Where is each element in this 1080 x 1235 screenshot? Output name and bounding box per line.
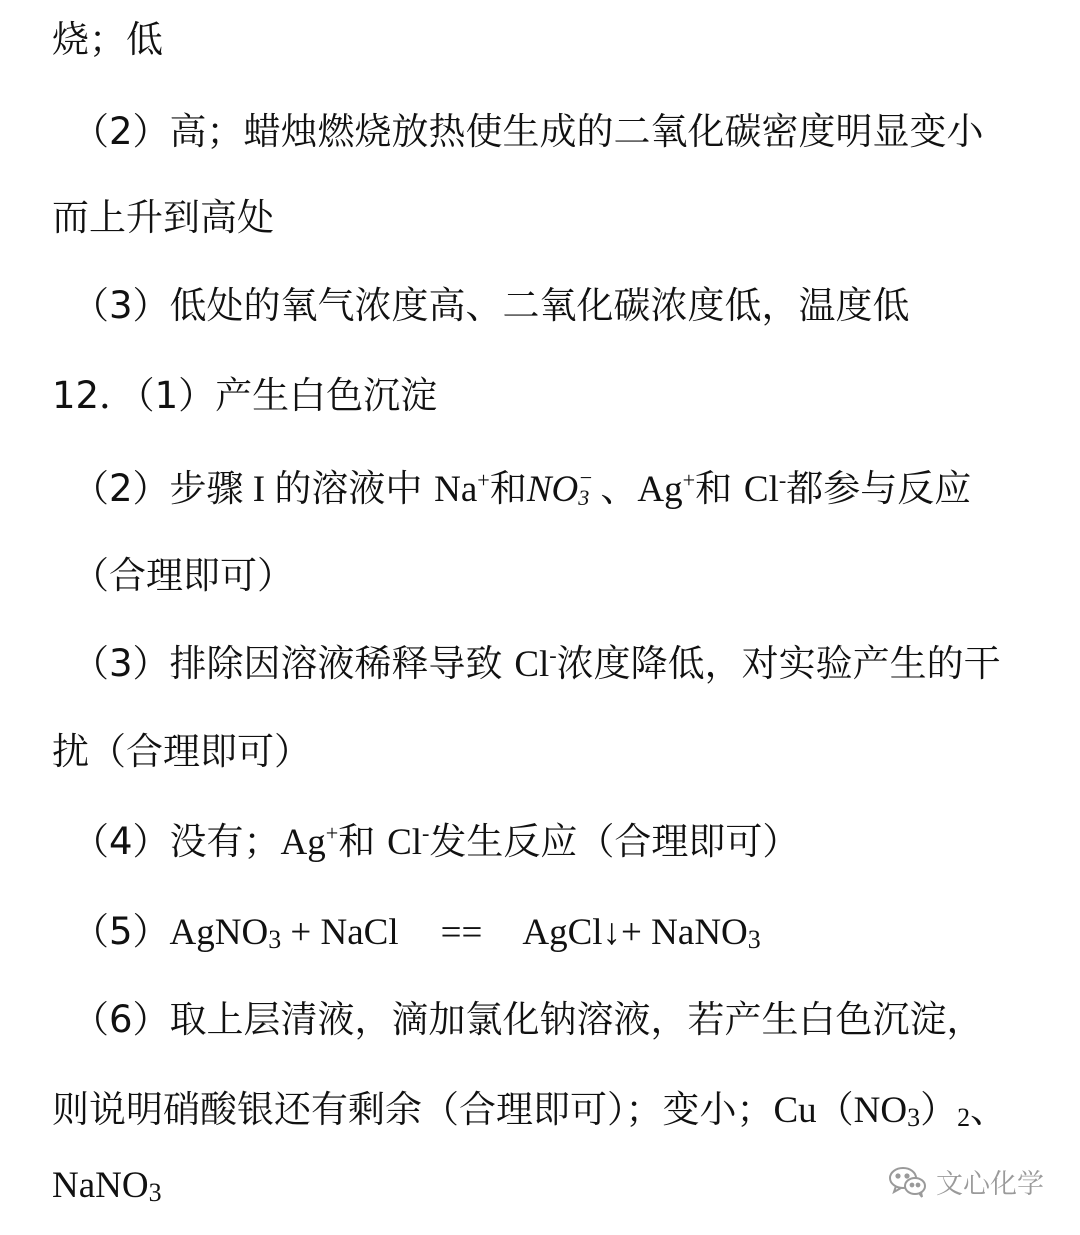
answer-line-7: （合理即可）: [72, 554, 294, 597]
chloride-ion: Cl-: [387, 820, 430, 863]
sodium-ion: Na+: [434, 467, 490, 510]
sodium-nitrate: NaNO3: [52, 1165, 162, 1207]
copper-nitrate: Cu（NO3）2: [773, 1090, 971, 1132]
watermark: [888, 1162, 1044, 1201]
answer-line-1: 烧；低: [52, 18, 163, 61]
answer-line-4: （3）低处的氧气浓度高、二氧化碳浓度低，温度低: [72, 284, 910, 327]
answer-line-12: （6）取上层清液，滴加氯化钠溶液，若产生白色沉淀，: [72, 998, 984, 1041]
answer-line-9: 扰（合理即可）: [52, 730, 311, 773]
equation-products: AgCl↓+ NaNO3: [522, 912, 761, 954]
question-12-header: 12．（1）产生白色沉淀: [52, 374, 438, 417]
answer-line-2: （2）高；蜡烛燃烧放热使生成的二氧化碳密度明显变小: [72, 110, 984, 153]
answer-line-10: （4）没有；Ag+和 Cl-发生反应（合理即可）: [72, 820, 800, 863]
silver-ion: Ag+: [637, 467, 696, 510]
chemical-equation: （5）AgNO3 + NaCl == AgCl↓+ NaNO3: [72, 910, 761, 954]
equation-reactants: AgNO3 + NaCl: [169, 912, 399, 954]
chloride-ion: Cl-: [743, 467, 787, 510]
nitrate-ion: NO − 3: [526, 465, 594, 511]
equation-equals-sign: ==: [440, 912, 483, 953]
answer-line-3: 而上升到高处: [52, 196, 274, 239]
chloride-ion: Cl-: [514, 642, 557, 685]
watermark-text: 文心化学: [936, 1169, 1044, 1200]
answer-line-8: （3）排除因溶液稀释导致 Cl-浓度降低，对实验产生的干: [72, 642, 1001, 685]
answer-line-13: 则说明硝酸银还有剩余（合理即可）；变小；Cu（NO3）2、: [52, 1088, 1008, 1132]
answer-line-6: （2）步骤 I 的溶液中 Na+和NO − 3 、Ag+和 Cl-都参与反应: [72, 465, 972, 511]
wechat-icon: [888, 1165, 928, 1199]
silver-ion: Ag+: [280, 820, 339, 863]
